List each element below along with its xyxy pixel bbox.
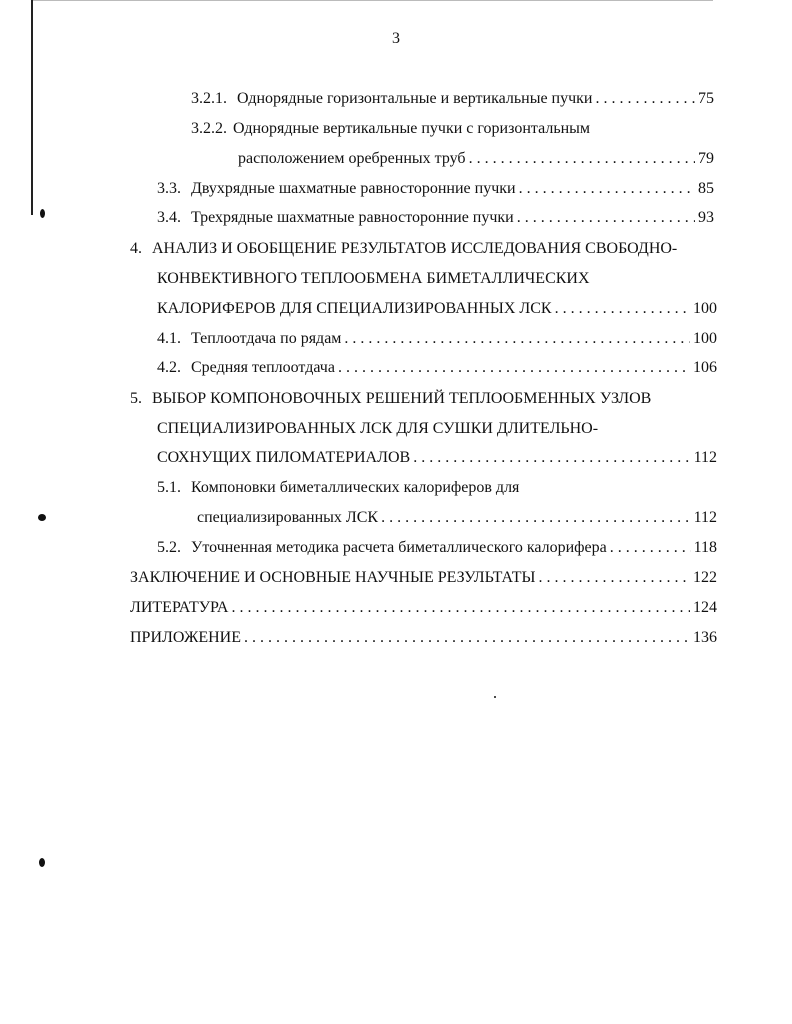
toc-page: 112 (693, 509, 717, 526)
toc-number: 3.2.2. (191, 120, 227, 137)
toc-title: специализированных ЛСК (197, 509, 379, 526)
dot-leader (517, 207, 695, 229)
toc-number: 5.1. (157, 479, 181, 496)
toc-title: Уточненная методика расчета биметаллического калорифера (191, 539, 607, 556)
toc-title: ЛИТЕРАТУРА (130, 599, 229, 616)
toc-title: СОХНУЩИХ ПИЛОМАТЕРИАЛОВ (157, 449, 411, 466)
toc-page: 118 (693, 539, 717, 556)
toc-page: 79 (698, 150, 714, 167)
toc-number: 5.2. (157, 539, 181, 556)
toc-page: 112 (693, 449, 717, 466)
toc-entry-conclusion[interactable] (130, 567, 717, 589)
toc-entry-3-4[interactable] (157, 207, 714, 229)
toc-number: 3.2.1. (191, 90, 227, 107)
toc-title: Компоновки биметаллических калориферов для (191, 479, 520, 496)
scan-speck (39, 858, 45, 867)
toc-number: 4.2. (157, 359, 181, 376)
dot-leader (610, 537, 691, 559)
dot-leader (469, 148, 695, 170)
dot-leader (344, 328, 690, 350)
toc-title: КАЛОРИФЕРОВ ДЛЯ СПЕЦИАЛИЗИРОВАННЫХ ЛСК (157, 300, 552, 317)
toc-entry-4-line2 (157, 268, 590, 290)
toc-entry-3-3[interactable] (157, 178, 714, 200)
dot-leader (538, 567, 690, 589)
toc-title: КОНВЕКТИВНОГО ТЕПЛООБМЕНА БИМЕТАЛЛИЧЕСКИХ (157, 270, 590, 287)
toc-entry-4-line1[interactable] (130, 238, 677, 260)
toc-entry-5-1-line2[interactable] (197, 507, 717, 529)
toc-entry-3-2-1[interactable] (191, 88, 714, 110)
toc-page: 106 (693, 359, 717, 376)
dot-leader (555, 298, 690, 320)
scan-speck (494, 696, 496, 698)
toc-title: Средняя теплоотдача (191, 359, 335, 376)
toc-title: Двухрядные шахматные равносторонние пучки (191, 180, 516, 197)
toc-number: 3.4. (157, 209, 181, 226)
toc-entry-5-line1[interactable] (130, 388, 651, 410)
toc-page: 75 (698, 90, 714, 107)
toc-entry-4-1[interactable] (157, 328, 717, 350)
toc-number: 3.3. (157, 180, 181, 197)
toc-number: 5. (130, 390, 142, 407)
dot-leader (244, 627, 690, 649)
toc-entry-3-2-2-line2[interactable] (238, 148, 714, 170)
toc-title: ЗАКЛЮЧЕНИЕ И ОСНОВНЫЕ НАУЧНЫЕ РЕЗУЛЬТАТЫ (130, 569, 536, 586)
toc-title: Теплоотдача по рядам (191, 330, 342, 347)
toc-page: 124 (693, 599, 717, 616)
toc-number: 4.1. (157, 330, 181, 347)
toc-entry-4-2[interactable] (157, 357, 717, 379)
toc-entry-5-line3[interactable] (157, 447, 717, 469)
toc-entry-3-2-2-line1[interactable] (191, 118, 590, 140)
toc-title: ВЫБОР КОМПОНОВОЧНЫХ РЕШЕНИЙ ТЕПЛООБМЕННЫХ УЗЛОВ (152, 390, 652, 407)
dot-leader (338, 357, 690, 379)
scan-speck (40, 209, 45, 218)
toc-page: 122 (693, 569, 717, 586)
dot-leader (231, 597, 690, 619)
toc-title: ПРИЛОЖЕНИЕ (130, 629, 242, 646)
dot-leader (519, 178, 695, 200)
toc-entry-appendix[interactable] (130, 627, 717, 649)
scan-edge-top (33, 0, 713, 1)
toc-entry-5-line2 (157, 418, 598, 440)
toc-title: СПЕЦИАЛИЗИРОВАННЫХ ЛСК ДЛЯ СУШКИ ДЛИТЕЛЬНО- (157, 420, 599, 437)
scan-speck (38, 514, 46, 521)
dot-leader (413, 447, 690, 469)
toc-page: 93 (698, 209, 714, 226)
page-number: 3 (392, 30, 400, 47)
toc-entry-literature[interactable] (130, 597, 717, 619)
toc-page: 100 (693, 300, 717, 317)
toc-page: 85 (698, 180, 714, 197)
toc-title: Трехрядные шахматные равносторонние пучки (191, 209, 514, 226)
toc-title: Однорядные горизонтальные и вертикальные пучки (237, 90, 593, 107)
toc-page: 136 (693, 629, 717, 646)
toc-entry-5-1-line1[interactable] (157, 477, 519, 499)
dot-leader (595, 88, 695, 110)
toc-title: Однорядные вертикальные пучки с горизонтальным (233, 120, 591, 137)
toc-page: 100 (693, 330, 717, 347)
toc-title: расположением оребренных труб (238, 150, 466, 167)
dot-leader (381, 507, 691, 529)
toc-entry-5-2[interactable] (157, 537, 717, 559)
toc-number: 4. (130, 240, 142, 257)
toc-title: АНАЛИЗ И ОБОБЩЕНИЕ РЕЗУЛЬТАТОВ ИССЛЕДОВАНИЯ СВОБОДНО- (152, 240, 678, 257)
toc-entry-4-line3[interactable] (157, 298, 717, 320)
